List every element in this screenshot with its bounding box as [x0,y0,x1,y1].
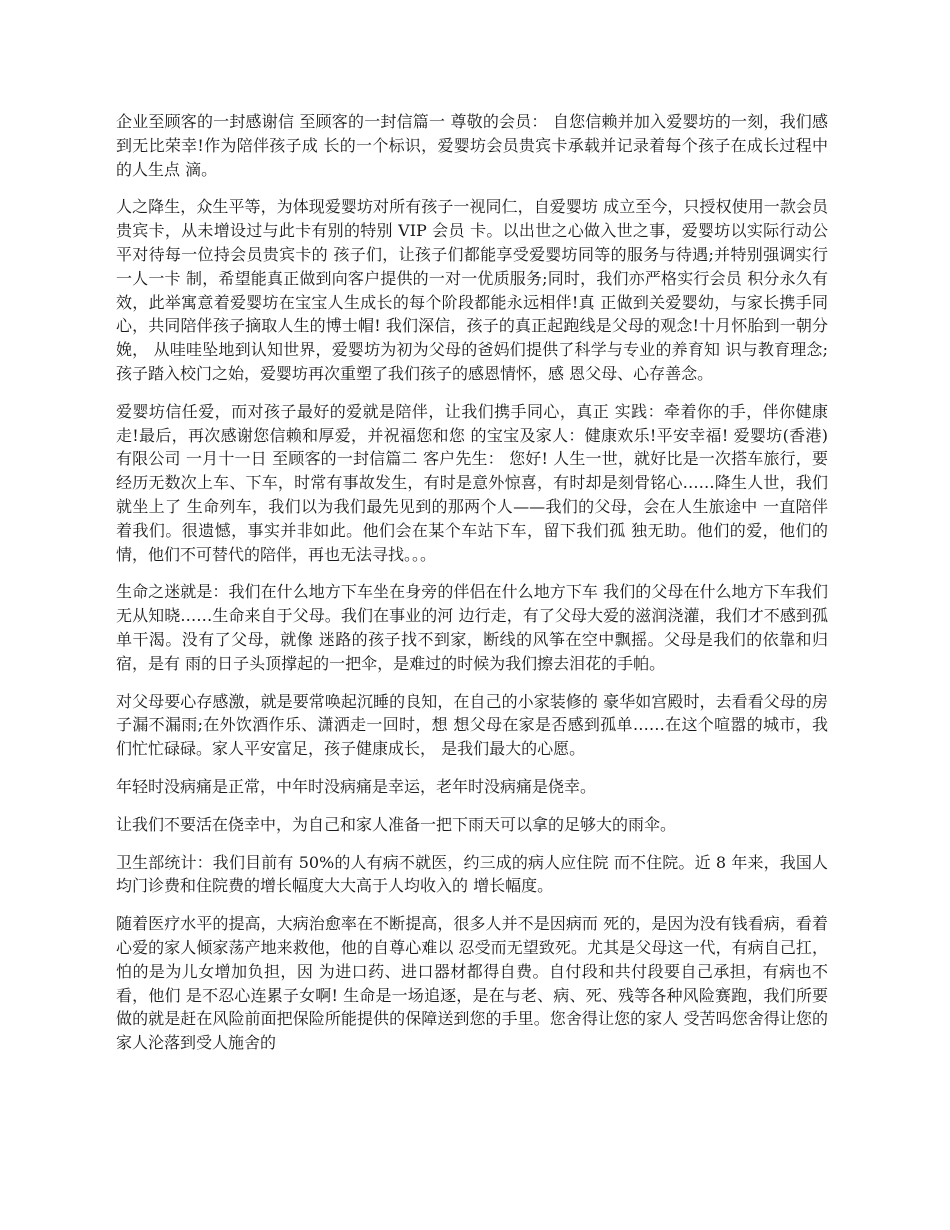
paragraph-5: 对父母要心存感激，就是要常唤起沉睡的良知，在自己的小家装修的 豪华如宫殿时，去看看父母的房子漏不漏雨;在外饮酒作乐、潇洒走一回时，想 想父母在家是否感到孤单……在这个喧嚣的城市，我们忙忙碌碌。家人平安富足，孩子健康成长， 是我们最大的心愿。 [116,691,828,759]
paragraph-8: 卫生部统计：我们目前有 50%的人有病不就医，约三成的病人应住院 而不住院。近 8 年来，我国人均门诊费和住院费的增长幅度大大高于人均收入的 增长幅度。 [116,852,828,896]
paragraph-4: 生命之迷就是：我们在什么地方下车坐在身旁的伴侣在什么地方下车 我们的父母在什么地方下车我们无从知晓……生命来自于父母。我们在事业的河 边行走，有了父母大爱的滋润浇灌，我们才不感到孤单干渴。没有了父母，就像 迷路的孩子找不到家，断线的风筝在空中飘摇。父母是我们的依靠和归宿，是有 雨的日子头顶撑起的一把伞，是难过的时候为我们擦去泪花的手帕。 [116,582,828,673]
document-page [116,110,828,1069]
paragraph-2: 人之降生，众生平等，为体现爱婴坊对所有孩子一视同仁，自爱婴坊 成立至今，只授权使用一款会员贵宾卡，从未增设过与此卡有别的特别 VIP 会员 卡。以出世之心做入世之事，爱婴坊以实际行动公平对待每一位持会员贵宾卡的 孩子们，让孩子们都能享受爱婴坊同等的服务与待遇;并特别强调实行一人一卡 制，希望能真正做到向客户提供的一对一优质服务;同时，我们亦严格实行会员 积分永久有效，此举寓意着爱婴坊在宝宝人生成长的每个阶段都能永远相伴!真 正做到关爱婴幼，与家长携手同心，共同陪伴孩子摘取人生的博士帽! 我们深信，孩子的真正起跑线是父母的观念!十月怀胎到一朝分娩， 从哇哇坠地到认知世界，爱婴坊为初为父母的爸妈们提供了科学与专业的养育知 识与教育理念;孩子踏入校门之始，爱婴坊再次重塑了我们孩子的感恩情怀，感 恩父母、心存善念。 [116,197,828,383]
paragraph-9: 随着医疗水平的提高，大病治愈率在不断提高，很多人并不是因病而 死的，是因为没有钱看病，看着心爱的家人倾家荡产地来救他，他的自尊心难以 忍受而无望致死。尤其是父母这一代，有病自己扛，怕的是为儿女增加负担，因 为进口药、进口器材都得自费。自付段和共付段要自己承担，有病也不看，他们 是不忍心连累子女啊! 生命是一场追逐，是在与老、病、死、残等各种风险赛跑，我们所要 做的就是赶在风险前面把保险所能提供的保障送到您的手里。您舍得让您的家人 受苦吗您舍得让您的家人沦落到受人施舍的 [116,914,828,1053]
paragraph-1: 企业至顾客的一封感谢信 至顾客的一封信篇一 尊敬的会员： 自您信赖并加入爱婴坊的一刻，我们感到无比荣幸!作为陪伴孩子成 长的一个标识，爱婴坊会员贵宾卡承载并记录着每个孩子在成长过程中的人生点 滴。 [116,112,828,179]
paragraph-7: 让我们不要活在侥幸中，为自己和家人准备一把下雨天可以拿的足够大的雨伞。 [116,814,677,834]
paragraph-6: 年轻时没病痛是正常，中年时没病痛是幸运，老年时没病痛是侥幸。 [116,776,597,796]
paragraph-3: 爱婴坊信任爱，而对孩子最好的爱就是陪伴，让我们携手同心，真正 实践：牵着你的手，伴你健康走!最后，再次感谢您信赖和厚爱，并祝福您和您 的宝宝及家人：健康欢乐!平安幸福! 爱婴坊(香港)有限公司 一月十一日 至顾客的一封信篇二 客户先生： 您好! 人生一世，就好比是一次搭车旅行，要经历无数次上车、下车，时常有事故发生，有时是意外惊喜，有时却是刻骨铭心……降生人世，我们就坐上了 生命列车，我们以为我们最先见到的那两个人——我们的父母，会在人生旅途中 一直陪伴着我们。很遗憾，事实并非如此。他们会在某个车站下车，留下我们孤 独无助。他们的爱，他们的情，他们不可替代的陪伴，再也无法寻找。。。 [116,401,828,564]
